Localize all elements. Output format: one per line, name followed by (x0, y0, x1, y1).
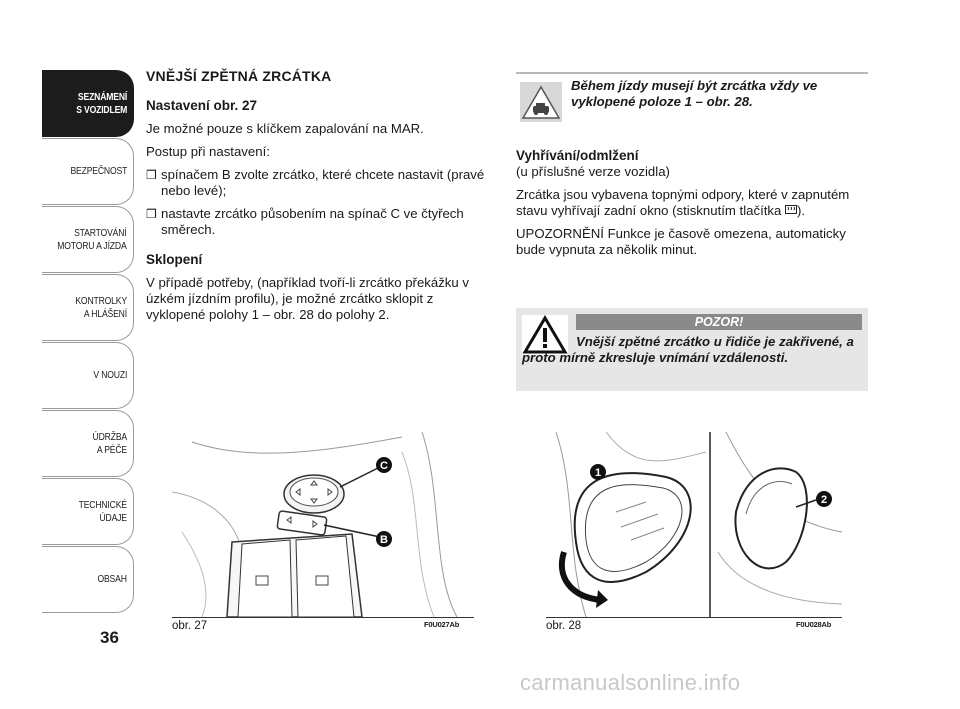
tab-startovani-motoru[interactable]: STARTOVÁNÍ MOTORU A JÍZDA (42, 206, 134, 273)
tab-bezpecnost[interactable]: BEZPEČNOST (42, 138, 134, 205)
rear-window-heater-icon (785, 203, 797, 218)
figure-27 (172, 432, 474, 618)
page-number: 36 (100, 628, 119, 647)
heating-subtitle: (u příslušné verze vozidla) (516, 164, 670, 179)
tab-udrzba-a-pece[interactable]: ÚDRŽBA A PÉČE (42, 410, 134, 477)
right-column (516, 148, 868, 265)
warning-text: Vnější zpětné zrcátko u řidiče je zakřivené, a proto mírně zkresluje vnímání vzdálenosti. (522, 334, 854, 365)
bullet-item (146, 167, 486, 199)
tab-kontrolky-a-hlaseni[interactable]: KONTROLKY A HLÁŠENÍ (42, 274, 134, 341)
adjust-paragraph-2: Postup při nastavení: (146, 144, 270, 159)
figure-28 (546, 432, 842, 618)
fold-paragraph: V případě potřeby, (například tvoří-li zrcátko překážku v úzkém jízdním profilu), je možné zrcátko sklopit z vyklopené polohy 1 – obr. 28 do polohy 2. (146, 275, 469, 322)
bullet-item (146, 206, 486, 238)
mirror-fold-illustration (546, 432, 842, 617)
heating-warning-paragraph: UPOZORNĚNÍ Funkce je časově omezena, automaticky bude vypnuta za několik minut. (516, 226, 846, 257)
callout-2: 2 (820, 494, 828, 506)
tab-obsah[interactable]: OBSAH (42, 546, 134, 613)
figure-28-code: F0U028Ab (796, 620, 832, 629)
figure-28-caption: obr. 28 (546, 620, 582, 632)
tab-seznameni-s-vozidlem[interactable]: SEZNÁMENÍ S VOZIDLEM (42, 70, 134, 137)
warning-title: POZOR! (576, 314, 862, 330)
checkbox-bullet-icon: ❒ (146, 168, 157, 182)
door-switch-illustration (172, 432, 474, 617)
fold-heading: Sklopení (146, 252, 203, 267)
bullet-text: spínačem B zvolte zrcátko, které chcete nastavit (pravé nebo levé); (161, 167, 485, 198)
callout-b: B (380, 534, 388, 546)
heating-paragraph: Zrcátka jsou vybavena topnými odpory, které v zapnutém stavu vyhřívají zadní okno (stisknutím tlačítka ). (516, 187, 850, 218)
figure-27-code: F0U027Ab (424, 620, 460, 629)
figure-27-caption: obr. 27 (172, 620, 208, 632)
note-text: Během jízdy musejí být zrcátka vždy ve vyklopené poloze 1 – obr. 28. (571, 78, 818, 109)
checkbox-bullet-icon: ❒ (146, 207, 157, 221)
mirror-note (516, 72, 868, 110)
callout-c: C (380, 460, 388, 472)
tab-v-nouzi[interactable]: V NOUZI (42, 342, 134, 409)
callout-1: 1 (594, 467, 602, 479)
section-title: VNĚJŠÍ ZPĚTNÁ ZRCÁTKA (146, 68, 332, 84)
adjust-heading: Nastavení obr. 27 (146, 98, 258, 113)
adjust-paragraph-1: Je možné pouze s klíčkem zapalování na MAR. (146, 121, 424, 136)
bullet-text: nastavte zrcátko působením na spínač C ve čtyřech směrech. (161, 206, 464, 237)
watermark: carmanualsonline.info (520, 670, 741, 695)
warning-box (516, 308, 868, 391)
heating-heading: Vyhřívání/odmlžení (516, 148, 639, 163)
left-column (146, 68, 486, 330)
tab-technicke-udaje[interactable]: TECHNICKÉ ÚDAJE (42, 478, 134, 545)
mirror-warning-icon (520, 82, 562, 127)
